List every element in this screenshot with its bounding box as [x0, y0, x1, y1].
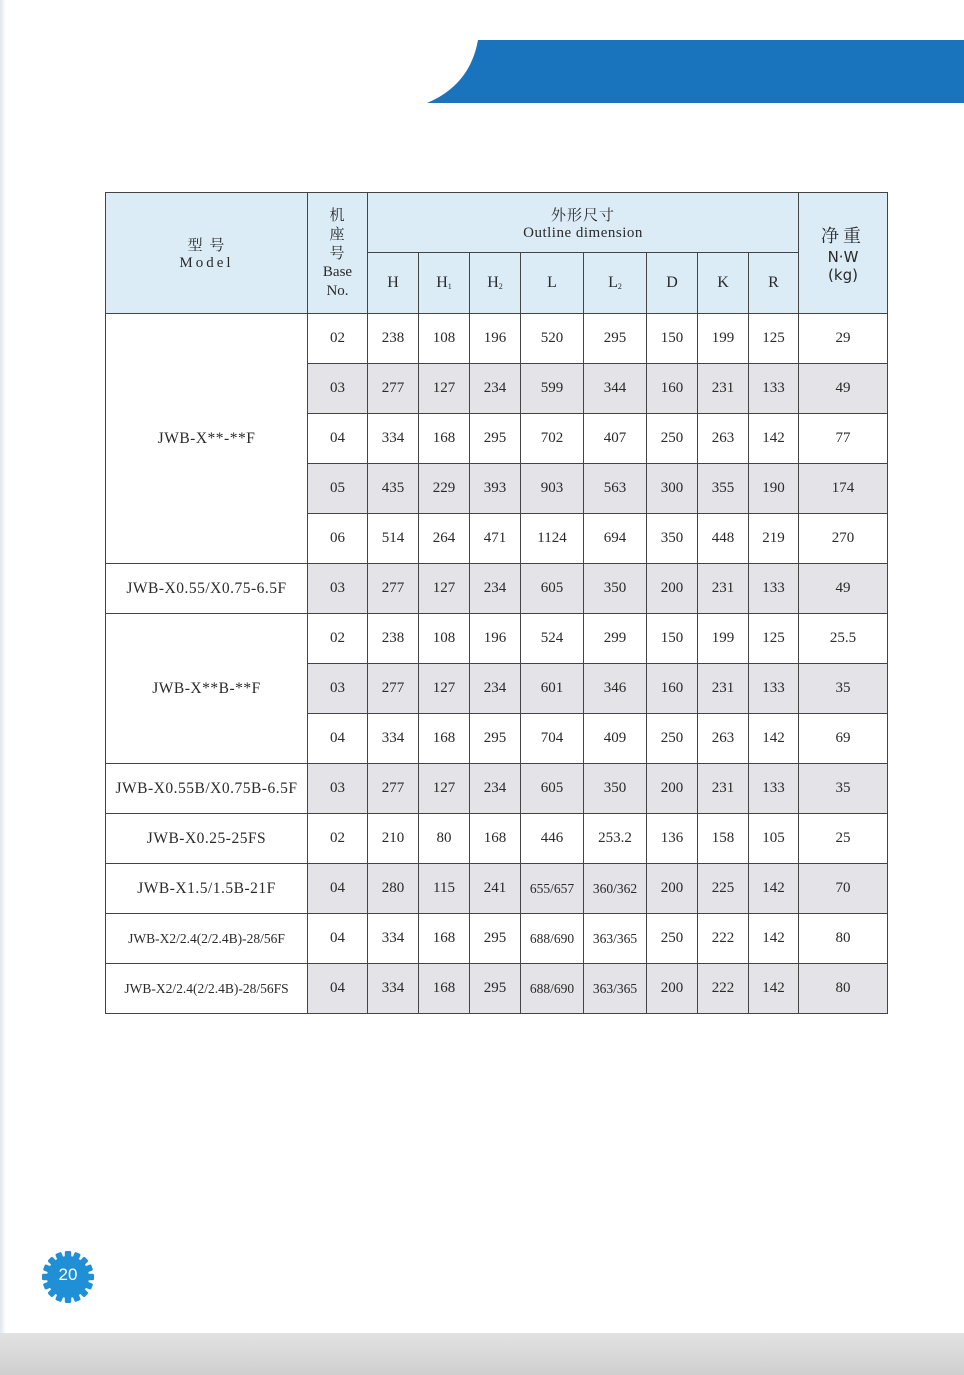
dim-cell-r: 190 [749, 464, 799, 514]
dim-cell-l2: 346 [584, 664, 647, 714]
dim-cell-l: 446 [521, 814, 584, 864]
dim-cell-l: 688/690 [521, 964, 584, 1014]
weight-cell: 35 [799, 664, 888, 714]
weight-column-header [799, 193, 888, 314]
weight-header-unit: (kg) [828, 266, 858, 284]
dim-cell-l: 655/657 [521, 864, 584, 914]
dim-cell-l2: 407 [584, 414, 647, 464]
model-cell: JWB-X**-**F [106, 314, 308, 564]
weight-cell: 35 [799, 764, 888, 814]
dim-header-r: R [749, 253, 799, 314]
dim-cell-h2: 393 [470, 464, 521, 514]
base-header-cn: 机座号 [329, 205, 346, 262]
dim-cell-r: 125 [749, 314, 799, 364]
weight-cell: 80 [799, 964, 888, 1014]
dim-cell-d: 200 [647, 764, 698, 814]
dim-cell-l: 704 [521, 714, 584, 764]
dim-cell-l: 601 [521, 664, 584, 714]
dim-header-l2: $L_2$ [584, 253, 647, 314]
dim-cell-h: 277 [368, 664, 419, 714]
dim-cell-r: 142 [749, 864, 799, 914]
dim-cell-l2: 350 [584, 564, 647, 614]
dim-cell-k: 355 [698, 464, 749, 514]
model-cell: JWB-X2/2.4(2/2.4B)-28/56FS [106, 964, 308, 1014]
weight-cell: 174 [799, 464, 888, 514]
model-header-cn: 型 号 [187, 236, 226, 254]
model-cell: JWB-X0.55/X0.75-6.5F [106, 564, 308, 614]
dim-cell-d: 160 [647, 664, 698, 714]
dim-cell-h1: 127 [419, 364, 470, 414]
dim-cell-l: 599 [521, 364, 584, 414]
page-edge-shadow [0, 0, 6, 1375]
model-cell: JWB-X0.55B/X0.75B-6.5F [106, 764, 308, 814]
table-row [106, 564, 888, 614]
dim-cell-d: 150 [647, 314, 698, 364]
dim-cell-d: 200 [647, 964, 698, 1014]
dim-cell-h: 210 [368, 814, 419, 864]
base-no-cell: 02 [308, 314, 368, 364]
base-column-header [308, 193, 368, 314]
weight-cell: 80 [799, 914, 888, 964]
dim-cell-h2: 234 [470, 664, 521, 714]
table-row [106, 864, 888, 914]
dim-cell-k: 231 [698, 664, 749, 714]
dim-cell-l: 605 [521, 764, 584, 814]
dim-header-h2: $H_2$ [470, 253, 521, 314]
weight-cell: 270 [799, 514, 888, 564]
dim-cell-k: 263 [698, 414, 749, 464]
outline-header-cn: 外形尺寸 [550, 205, 615, 224]
dim-cell-h1: 168 [419, 964, 470, 1014]
dim-cell-l: 605 [521, 564, 584, 614]
base-no-cell: 05 [308, 464, 368, 514]
dim-cell-h: 514 [368, 514, 419, 564]
dim-cell-d: 200 [647, 564, 698, 614]
base-no-cell: 02 [308, 814, 368, 864]
dim-cell-h: 277 [368, 764, 419, 814]
dim-cell-k: 158 [698, 814, 749, 864]
weight-cell: 49 [799, 364, 888, 414]
model-cell: JWB-X**B-**F [106, 614, 308, 764]
dim-cell-l2: 409 [584, 714, 647, 764]
weight-cell: 77 [799, 414, 888, 464]
dim-cell-h2: 168 [470, 814, 521, 864]
weight-header-en: N·W [827, 248, 859, 266]
base-no-cell: 03 [308, 664, 368, 714]
weight-cell: 29 [799, 314, 888, 364]
outline-dimension-header [368, 193, 799, 253]
dim-cell-d: 350 [647, 514, 698, 564]
table-row [106, 914, 888, 964]
dim-cell-h: 277 [368, 564, 419, 614]
model-cell: JWB-X0.25-25FS [106, 814, 308, 864]
dim-cell-r: 219 [749, 514, 799, 564]
dim-cell-h2: 234 [470, 564, 521, 614]
dim-cell-r: 125 [749, 614, 799, 664]
dim-cell-h: 334 [368, 714, 419, 764]
dim-cell-k: 448 [698, 514, 749, 564]
model-header-en: Model [179, 255, 234, 271]
dim-header-l: L [521, 253, 584, 314]
table-row [106, 764, 888, 814]
dim-cell-l: 520 [521, 314, 584, 364]
base-no-cell: 04 [308, 414, 368, 464]
dim-cell-k: 263 [698, 714, 749, 764]
table-row [106, 614, 888, 664]
base-no-cell: 03 [308, 364, 368, 414]
dim-cell-h1: 115 [419, 864, 470, 914]
dim-cell-k: 231 [698, 564, 749, 614]
dim-cell-l2: 299 [584, 614, 647, 664]
dim-cell-d: 150 [647, 614, 698, 664]
dim-cell-h1: 168 [419, 414, 470, 464]
dim-cell-h1: 108 [419, 614, 470, 664]
dim-cell-h2: 295 [470, 914, 521, 964]
dim-cell-h1: 168 [419, 714, 470, 764]
weight-header-cn: 净重 [821, 226, 865, 247]
dim-cell-l2: 694 [584, 514, 647, 564]
dim-cell-h1: 108 [419, 314, 470, 364]
dim-cell-k: 199 [698, 614, 749, 664]
table-row [106, 964, 888, 1014]
dim-cell-h1: 264 [419, 514, 470, 564]
dim-header-h1: $H_1$ [419, 253, 470, 314]
dim-cell-d: 250 [647, 414, 698, 464]
base-header-en: Base No. [322, 263, 353, 299]
base-no-cell: 06 [308, 514, 368, 564]
dim-cell-h2: 471 [470, 514, 521, 564]
dim-cell-h1: 168 [419, 914, 470, 964]
dim-cell-r: 133 [749, 764, 799, 814]
dim-cell-d: 250 [647, 914, 698, 964]
weight-cell: 69 [799, 714, 888, 764]
dim-cell-l: 524 [521, 614, 584, 664]
dim-cell-l2: 253.2 [584, 814, 647, 864]
dim-cell-d: 136 [647, 814, 698, 864]
base-no-cell: 03 [308, 564, 368, 614]
dim-cell-h: 238 [368, 314, 419, 364]
dim-cell-h: 238 [368, 614, 419, 664]
dim-cell-h: 334 [368, 964, 419, 1014]
dim-cell-d: 160 [647, 364, 698, 414]
model-column-header [106, 193, 308, 314]
dim-cell-k: 199 [698, 314, 749, 364]
dim-cell-l: 1124 [521, 514, 584, 564]
bottom-strip [0, 1333, 964, 1375]
dim-cell-d: 300 [647, 464, 698, 514]
dim-cell-l2: 344 [584, 364, 647, 414]
dim-cell-h: 435 [368, 464, 419, 514]
dim-cell-l2: 350 [584, 764, 647, 814]
base-no-cell: 04 [308, 864, 368, 914]
dim-cell-h2: 196 [470, 614, 521, 664]
dim-cell-k: 225 [698, 864, 749, 914]
dim-cell-d: 200 [647, 864, 698, 914]
dim-cell-h2: 196 [470, 314, 521, 364]
dim-cell-r: 133 [749, 664, 799, 714]
dim-cell-h2: 241 [470, 864, 521, 914]
dim-cell-l: 702 [521, 414, 584, 464]
model-cell: JWB-X1.5/1.5B-21F [106, 864, 308, 914]
dim-cell-r: 133 [749, 364, 799, 414]
dim-header-h: H [368, 253, 419, 314]
dim-cell-h2: 234 [470, 364, 521, 414]
page-number: 20 [58, 1265, 78, 1284]
dim-cell-h2: 295 [470, 414, 521, 464]
dim-cell-h: 277 [368, 364, 419, 414]
weight-cell: 25.5 [799, 614, 888, 664]
dim-cell-h: 334 [368, 914, 419, 964]
dim-cell-k: 222 [698, 964, 749, 1014]
header-banner [0, 0, 964, 110]
dim-cell-r: 142 [749, 714, 799, 764]
dim-cell-h: 280 [368, 864, 419, 914]
dim-cell-r: 142 [749, 414, 799, 464]
dim-cell-h2: 234 [470, 764, 521, 814]
dim-cell-l2: 295 [584, 314, 647, 364]
dim-cell-l2: 563 [584, 464, 647, 514]
base-no-cell: 04 [308, 914, 368, 964]
base-no-cell: 03 [308, 764, 368, 814]
model-cell: JWB-X2/2.4(2/2.4B)-28/56F [106, 914, 308, 964]
dim-cell-r: 142 [749, 964, 799, 1014]
dim-cell-h: 334 [368, 414, 419, 464]
dim-header-k: K [698, 253, 749, 314]
dim-cell-l: 903 [521, 464, 584, 514]
dim-cell-k: 231 [698, 364, 749, 414]
dim-cell-l: 688/690 [521, 914, 584, 964]
base-no-cell: 04 [308, 964, 368, 1014]
dim-cell-l2: 363/365 [584, 914, 647, 964]
outline-header-en: Outline dimension [523, 224, 643, 241]
dim-cell-h1: 127 [419, 764, 470, 814]
dim-cell-h1: 127 [419, 664, 470, 714]
dim-cell-k: 222 [698, 914, 749, 964]
spec-table [105, 192, 888, 1014]
table-row [106, 314, 888, 364]
base-no-cell: 02 [308, 614, 368, 664]
dim-cell-l2: 360/362 [584, 864, 647, 914]
dim-cell-h2: 295 [470, 714, 521, 764]
dim-cell-r: 133 [749, 564, 799, 614]
dim-cell-r: 142 [749, 914, 799, 964]
weight-cell: 25 [799, 814, 888, 864]
base-no-cell: 04 [308, 714, 368, 764]
dim-cell-h1: 127 [419, 564, 470, 614]
dim-cell-h2: 295 [470, 964, 521, 1014]
dim-cell-r: 105 [749, 814, 799, 864]
table-row [106, 814, 888, 864]
dim-cell-d: 250 [647, 714, 698, 764]
weight-cell: 49 [799, 564, 888, 614]
dim-cell-k: 231 [698, 764, 749, 814]
dim-cell-h1: 80 [419, 814, 470, 864]
weight-cell: 70 [799, 864, 888, 914]
dim-cell-l2: 363/365 [584, 964, 647, 1014]
dim-cell-h1: 229 [419, 464, 470, 514]
dim-header-d: D [647, 253, 698, 314]
